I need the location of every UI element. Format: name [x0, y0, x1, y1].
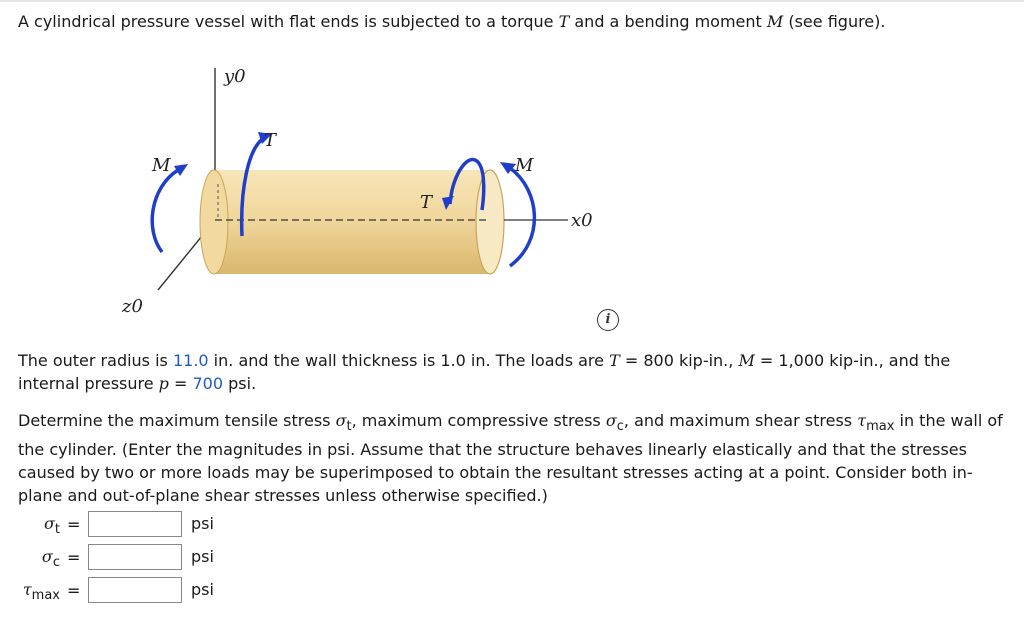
para1-text-c: = 800 kip-in., — [619, 351, 739, 370]
intro-T: T — [558, 12, 570, 31]
given-values-paragraph — [18, 349, 1008, 395]
answer-row-tau-max — [0, 577, 240, 605]
unit-label: psi — [191, 547, 214, 566]
label-y0: y0 — [224, 66, 246, 87]
label-z0: z0 — [122, 296, 143, 317]
unit-label: psi — [191, 514, 214, 533]
equals-sign: = — [67, 548, 81, 567]
intro-text-2: and a bending moment — [569, 12, 767, 31]
label-M-right: M — [515, 155, 534, 176]
para2-sub-c: c — [616, 419, 624, 435]
para2-text-b: , maximum compressive stress — [351, 411, 606, 430]
para2-text-c: , and maximum shear stress — [623, 411, 858, 430]
top-divider — [0, 0, 1024, 2]
para1-text-d: = 1,000 kip-in., and the internal pressure — [18, 351, 951, 393]
equals-sign: = — [67, 515, 81, 534]
equals-sign: = — [67, 581, 81, 600]
cylinder-right-end — [476, 170, 504, 274]
label-x0: x0 — [571, 210, 593, 231]
intro-M: M — [766, 12, 784, 31]
para2-tau: τ — [857, 411, 867, 430]
intro-text-1: A cylindrical pressure vessel with flat ends is subjected to a torque — [18, 12, 559, 31]
para2-sigma-c: σ — [605, 411, 617, 430]
para1-M: M — [738, 351, 755, 370]
pressure-vessel-figure — [122, 60, 620, 330]
tau-max-input[interactable] — [88, 577, 182, 603]
moment-left-arrow — [152, 170, 178, 252]
info-icon[interactable]: i — [597, 309, 619, 331]
sigma-c-symbol: $\sigma_c$ — [41, 547, 60, 571]
label-T-top: T — [264, 130, 277, 151]
cylinder-body — [212, 170, 490, 274]
sigma-t-symbol: $\sigma_t$ — [43, 514, 60, 538]
cylinder-left-end — [200, 170, 228, 274]
para1-T: T — [609, 351, 620, 370]
moment-right-arrow — [510, 168, 534, 266]
radius-value: 11.0 — [172, 351, 209, 370]
label-T-mid: T — [420, 192, 433, 213]
label-M-left: M — [152, 155, 171, 176]
para1-text-e: = — [168, 374, 193, 393]
pressure-value: 700 — [192, 374, 224, 393]
sigma-t-input[interactable] — [88, 511, 182, 537]
para2-sub-max: max — [866, 419, 895, 435]
para1-text-a: The outer radius is — [18, 351, 173, 370]
para2-sigma-t: σ — [335, 411, 347, 430]
figure-svg — [122, 60, 620, 330]
problem-intro — [18, 10, 1008, 33]
para1-text-b: in. and the wall thickness is 1.0 in. The loads are — [208, 351, 610, 370]
para2-text-a: Determine the maximum tensile stress — [18, 411, 336, 430]
para1-p: p — [158, 374, 169, 393]
answer-row-sigma-t — [0, 511, 240, 539]
unit-label: psi — [191, 580, 214, 599]
para2-sub-t: t — [346, 419, 352, 435]
tau-max-symbol: $\tau_{max}$ — [22, 580, 60, 604]
intro-text-3: (see figure). — [783, 12, 886, 31]
instructions-paragraph — [18, 409, 1013, 507]
para1-text-f: psi. — [223, 374, 257, 393]
answer-row-sigma-c — [0, 544, 240, 572]
para2-text-d: in the wall of the cylinder. (Enter the magnitudes in psi. Assume that the structure behaves linearly elastically and that the stresses caused by two or more loads may be superimposed to obtain the resultant stresses acting at a point. Consider both in-plane and out-of-plane shear stresses unless otherwise specified.) — [18, 411, 1003, 506]
sigma-c-input[interactable] — [88, 544, 182, 570]
